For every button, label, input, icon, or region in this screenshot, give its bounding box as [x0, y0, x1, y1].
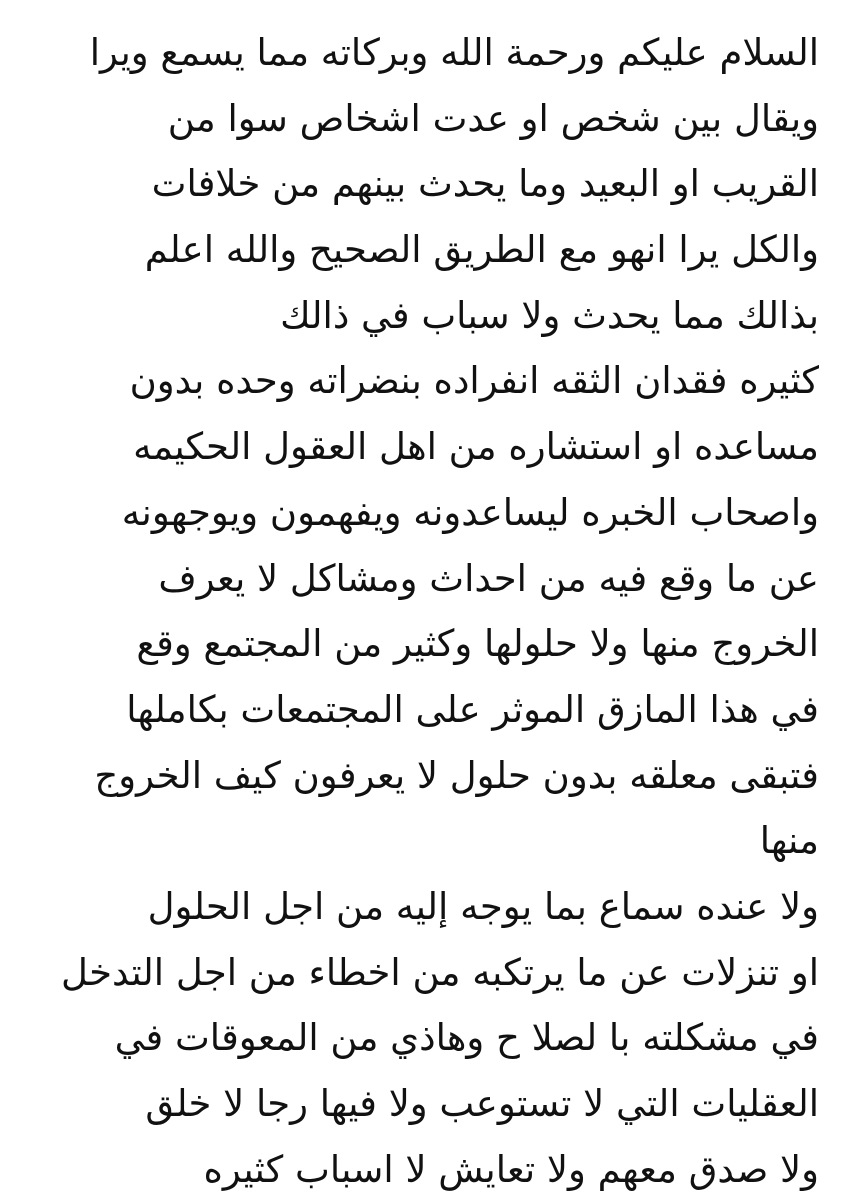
text-line-2: ويقال بين شخص او عدت اشخاص سوا من: [167, 96, 819, 140]
text-line-9: عن ما وقع فيه من احداث ومشاكل لا يعرف: [158, 556, 819, 600]
text-line-1: السلام عليكم ورحمة الله وبركاته مما يسمع ويرا: [89, 31, 819, 74]
text-line-11: في هذا المازق الموثر على المجتمعات بكاملها: [126, 687, 819, 731]
text-line-4: والكل يرا انهو مع الطريق الصحيح والله اعلم: [144, 228, 819, 272]
text-line-7: مساعده او استشاره من اهل العقول الحكيمه: [133, 425, 819, 469]
text-line-15: او تنزلات عن ما يرتكبه من اخطاء من اجل التدخل: [61, 950, 819, 994]
text-line-18: ولا صدق معهم ولا تعايش لا اسباب كثيره: [203, 1147, 819, 1191]
text-line-8: واصحاب الخبره ليساعدونه ويفهمون ويوجهونه: [121, 490, 819, 534]
text-line-16: في مشكلته با لصلا ح وهاذي من المعوقات في: [114, 1016, 819, 1060]
text-line-10: الخروج منها ولا حلولها وكثير من المجتمع وقع: [136, 622, 819, 666]
text-line-17: العقليات التي لا تستوعب ولا فيها رجا لا خلق: [145, 1082, 819, 1125]
text-line-13: منها: [759, 819, 819, 863]
text-line-6: كثيره فقدان الثقه انفراده بنضراته وحده بدون: [129, 359, 819, 403]
text-line-5: بذالك مما يحدث ولا سباب في ذالك: [280, 293, 819, 337]
text-line-3: القريب او البعيد وما يحدث بينهم من خلافات: [151, 162, 819, 206]
text-line-12: فتبقى معلقه بدون حلول لا يعرفون كيف الخروج: [94, 753, 819, 797]
text-line-14: ولا عنده سماع بما يوجه إليه من اجل الحلول: [147, 884, 819, 928]
